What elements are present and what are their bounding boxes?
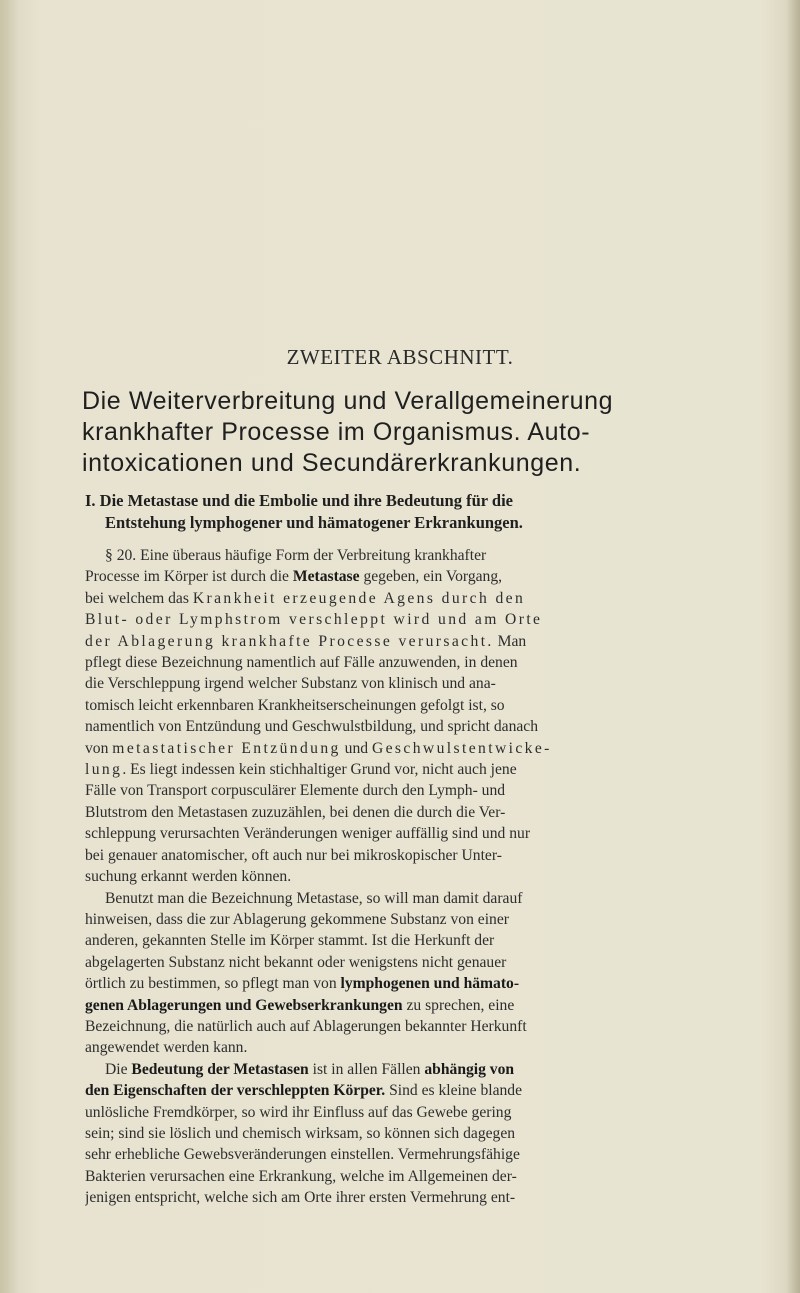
text-line: suchung erkannt werden können. xyxy=(85,868,292,886)
text-line: pflegt diese Bezeichnung namentlich auf Fälle anzuwenden, in denen xyxy=(85,654,518,672)
text-line: anderen, gekannten Stelle im Körper stammt. Ist die Herkunft der xyxy=(85,932,495,950)
text-line xyxy=(85,566,725,587)
text-line xyxy=(85,973,725,994)
text-span: Sind es kleine blande xyxy=(385,1082,523,1100)
chapter-heading-line: intoxicationen und Secundärerkrankungen. xyxy=(82,449,582,477)
emphasis-term: abhängig von xyxy=(424,1060,515,1078)
text-span: gegeben, ein Vorgang, xyxy=(359,568,503,586)
spaced-emphasis: Geschwulstentwicke- xyxy=(371,739,552,757)
emphasis-term: genen Ablagerungen und Gewebserkrankungen xyxy=(85,996,403,1014)
text-line xyxy=(85,738,725,759)
subsection-heading-line: I. Die Metastase und die Embolie und ihre Bedeutung für die xyxy=(85,491,513,510)
text-line: namentlich von Entzündung und Geschwulstbildung, und spricht danach xyxy=(85,718,539,736)
spaced-emphasis: Krankheit erzeugende Agens durch den xyxy=(192,589,526,607)
text-line: sehr erhebliche Gewebsveränderungen einstellen. Vermehrungsfähige xyxy=(85,1146,520,1164)
chapter-heading-line: krankhafter Processe im Organismus. Auto- xyxy=(82,418,591,446)
chapter-heading-line: Die Weiterverbreitung und Verallgemeinerung xyxy=(82,387,614,415)
subsection-heading-line: Entstehung lymphogener und hämatogener Erkrankungen. xyxy=(105,513,523,532)
spaced-emphasis: lung xyxy=(85,761,123,779)
spaced-emphasis: der Ablagerung krankhafte Processe verursacht. xyxy=(85,632,494,650)
chapter-heading xyxy=(82,386,712,479)
text-line: die Verschleppung irgend welcher Substanz von klinisch und ana- xyxy=(85,675,496,693)
text-line: jenigen entspricht, welche sich am Orte ihrer ersten Vermehrung ent- xyxy=(85,1189,516,1207)
spaced-emphasis: metastatischer Entzündung xyxy=(112,739,341,757)
text-line: bei genauer anatomischer, oft auch nur bei mikroskopischer Unter- xyxy=(85,846,502,864)
text-span: und xyxy=(340,739,372,757)
text-span: örtlich zu bestimmen, so pflegt man von xyxy=(85,975,341,993)
text-line: unlösliche Fremdkörper, so wird ihr Einfluss auf das Gewebe gering xyxy=(85,1103,512,1121)
text-span: Man xyxy=(493,632,527,650)
text-line: § 20. Eine überaus häufige Form der Verbreitung krankhafter xyxy=(105,547,487,564)
text-span: Processe im Körper ist durch die xyxy=(85,568,293,586)
text-line xyxy=(85,995,725,1016)
text-line xyxy=(85,1059,725,1080)
emphasis-term: Metastase xyxy=(292,568,360,586)
text-line: abgelagerten Substanz nicht bekannt oder wenigstens nicht genauer xyxy=(85,953,507,971)
text-line xyxy=(85,631,725,652)
text-line: tomisch leicht erkennbaren Krankheitserscheinungen gefolgt ist, so xyxy=(85,696,505,714)
text-span: bei welchem das xyxy=(85,589,193,607)
body-text xyxy=(85,545,725,1209)
text-line: Bezeichnung, die natürlich auch auf Ablagerungen bekannter Herkunft xyxy=(85,1017,527,1035)
text-line: Benutzt man die Bezeichnung Metastase, so will man damit darauf xyxy=(105,889,523,907)
emphasis-term: Bedeutung der Metastasen xyxy=(131,1060,309,1078)
text-line xyxy=(85,1080,725,1101)
text-line: Blutstrom den Metastasen zuzuzählen, bei denen die durch die Ver- xyxy=(85,803,506,821)
text-line: angewendet werden kann. xyxy=(85,1039,248,1057)
section-title: ZWEITER ABSCHNITT. xyxy=(286,345,514,369)
page-edge-shadow-right xyxy=(786,0,800,1293)
text-line: hinweisen, dass die zur Ablagerung gekommene Substanz von einer xyxy=(85,910,509,928)
page-edge-shadow-left xyxy=(0,0,18,1293)
text-span: . Es liegt indessen kein stichhaltiger Grund vor, nicht auch jene xyxy=(122,761,517,779)
text-line: Blut- oder Lymphstrom verschleppt wird und am Orte xyxy=(85,611,543,629)
text-span: von xyxy=(85,739,113,757)
text-line: Fälle von Transport corpusculärer Elemente durch den Lymph- und xyxy=(85,782,506,800)
text-span: Die xyxy=(105,1060,132,1078)
emphasis-term: den Eigenschaften der verschleppten Körper. xyxy=(85,1082,386,1100)
subsection-heading xyxy=(85,490,725,534)
emphasis-term: lymphogenen und hämato- xyxy=(340,975,520,993)
text-line xyxy=(85,759,725,780)
text-line xyxy=(85,588,725,609)
text-line: sein; sind sie löslich und chemisch wirksam, so können sich dagegen xyxy=(85,1124,516,1142)
text-span: zu sprechen, eine xyxy=(402,996,515,1014)
text-line: schleppung verursachten Veränderungen weniger auffällig sind und nur xyxy=(85,825,531,843)
text-line: Bakterien verursachen eine Erkrankung, welche im Allgemeinen der- xyxy=(85,1167,517,1185)
text-span: ist in allen Fällen xyxy=(308,1060,425,1078)
